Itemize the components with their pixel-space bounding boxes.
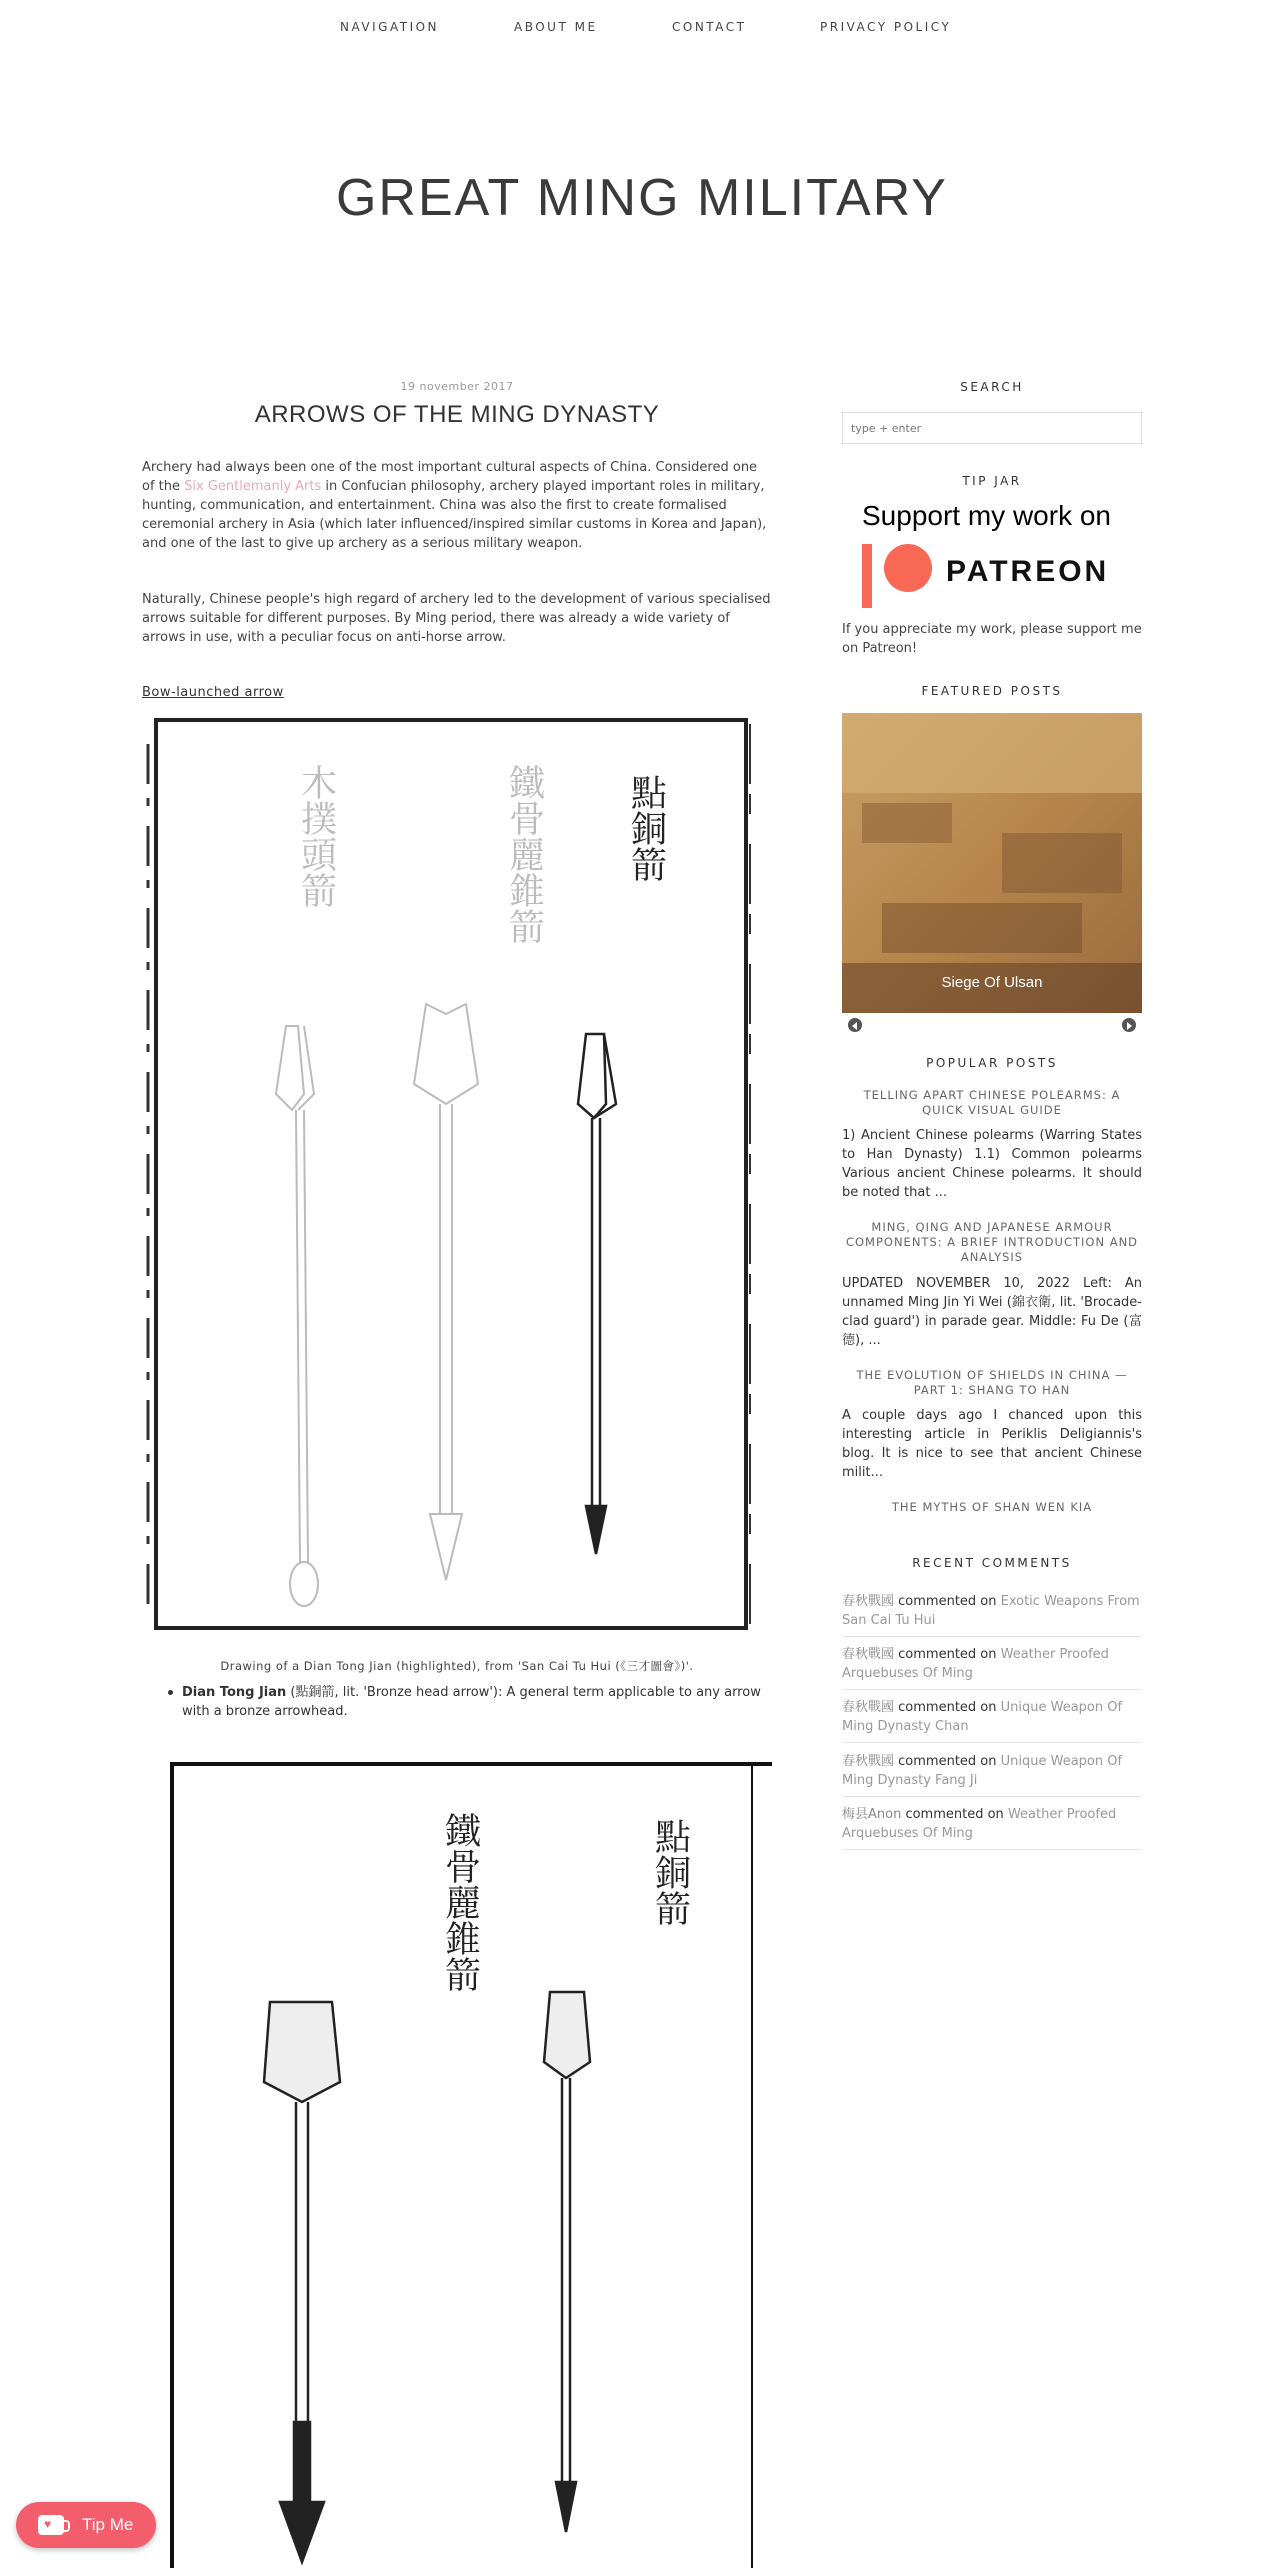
figure1-caption: Drawing of a Dian Tong Jian (highlighted), from 'San Cai Tu Hui (《三才圖會》)'. — [220, 1659, 694, 1673]
post-paragraph-1 — [142, 458, 772, 553]
comment-verb: commented on — [894, 1754, 1001, 1769]
comment-verb: commented on — [894, 1647, 1001, 1662]
recent-comment-item — [842, 1645, 1142, 1690]
recent-comments-title: RECENT COMMENTS — [912, 1556, 1072, 1570]
bullet-description: (點銅箭, lit. 'Bronze head arrow'): A general term applicable to any arrow with a bronze arrowhead. — [182, 1685, 761, 1719]
figure2-label-col1: 點銅箭 — [649, 1818, 691, 1926]
comment-author[interactable]: 梅县Anon — [842, 1807, 902, 1822]
nav-item-contact[interactable]: CONTACT — [672, 20, 747, 34]
popular-posts-title: POPULAR POSTS — [926, 1056, 1058, 1070]
top-navigation — [0, 0, 1284, 56]
patreon-banner[interactable] — [862, 500, 1122, 610]
popular-post-excerpt: UPDATED NOVEMBER 10, 2022 Left: An unnamed Ming Jin Yi Wei (錦衣衛, lit. 'Brocade-clad guard') in parade gear. Middle: Fu De (富德), ... — [842, 1276, 1142, 1348]
comment-author[interactable]: 春秋戰國 — [842, 1754, 895, 1769]
support-text: If you appreciate my work, please support me on Patreon! — [842, 622, 1142, 656]
tip-me-label: Tip Me — [82, 2515, 134, 2534]
recent-comment-item — [842, 1592, 1142, 1637]
paragraph-text: in Confucian philosophy, archery played important roles in military, hunting, communication, and entertainment. China was also the first to create formalised ceremonial archery in Asia (which later influenced/inspired similar customs in Korea and Japan), and one of the last to give up archery as a serious military weapon. — [142, 479, 767, 551]
carousel-next-icon[interactable] — [1122, 1018, 1136, 1032]
search-input[interactable] — [842, 412, 1142, 444]
figure1-label-col3: 木撲頭箭 — [295, 764, 337, 908]
featured-posts-title: FEATURED POSTS — [921, 684, 1063, 698]
comment-verb: commented on — [894, 1700, 1001, 1715]
section-heading-bow-launched-arrow[interactable]: Bow-launched arrow — [142, 685, 284, 700]
comment-post-link[interactable]: Weather Proofed Arquebuses Of Ming — [842, 1807, 1117, 1841]
popular-post-excerpt: 1) Ancient Chinese polearms (Warring States to Han Dynasty) 1.1) Common polearms Various ancient Chinese polearms. It should be noted that ... — [842, 1128, 1142, 1200]
nav-item-privacy-policy[interactable]: PRIVACY POLICY — [820, 20, 952, 34]
six-gentlemanly-arts-link[interactable]: Six Gentlemanly Arts — [184, 479, 322, 494]
post-title[interactable]: ARROWS OF THE MING DYNASTY — [254, 401, 660, 428]
carousel-prev-icon[interactable] — [848, 1018, 862, 1032]
comment-author[interactable]: 春秋戰國 — [842, 1647, 895, 1662]
patreon-wordmark: PATREON — [946, 555, 1110, 588]
post-paragraph-2: Naturally, Chinese people's high regard of archery led to the development of various specialised arrows suitable for different purposes. By Ming period, there was already a wide variety of arrows in use, with a peculiar focus on anti-horse arrow. — [142, 592, 771, 645]
bullet-term: Dian Tong Jian — [182, 1685, 287, 1700]
popular-post-title[interactable]: THE MYTHS OF SHAN WEN KIA — [891, 1500, 1093, 1514]
comment-verb: commented on — [901, 1807, 1008, 1822]
list-item-dian-tong-jian — [182, 1683, 772, 1721]
post-date: 19 november 2017 — [400, 380, 514, 393]
figure2-label-col2: 鐵骨麗錐箭 — [439, 1812, 481, 1992]
popular-post-title[interactable]: MING, QING AND JAPANESE ARMOUR COMPONENTS: A BRIEF INTRODUCTION AND ANALYSIS — [845, 1220, 1139, 1264]
patreon-logo-icon — [862, 544, 934, 610]
figure1-label-col2: 鐵骨麗錐箭 — [503, 764, 545, 944]
comment-author[interactable]: 春秋戰國 — [842, 1594, 895, 1609]
recent-comment-item — [842, 1805, 1142, 1850]
search-widget-title: SEARCH — [960, 380, 1024, 394]
featured-post-image[interactable] — [842, 713, 1142, 1013]
comment-post-link[interactable]: Weather Proofed Arquebuses Of Ming — [842, 1647, 1109, 1681]
sidebar — [842, 380, 1142, 1841]
tip-me-button[interactable] — [16, 2502, 156, 2548]
popular-post-excerpt: A couple days ago I chanced upon this interesting article in Periklis Deligiannis's blog. It is nice to see that ancient Chinese milit... — [842, 1408, 1142, 1480]
nav-item-about-me[interactable]: ABOUT ME — [514, 20, 598, 34]
popular-post-title[interactable]: TELLING APART CHINESE POLEARMS: A QUICK VISUAL GUIDE — [863, 1088, 1121, 1117]
comment-post-link[interactable]: Unique Weapon Of Ming Dynasty Fang Ji — [842, 1754, 1123, 1788]
paragraph-text: Archery had always been one of the most important cultural aspects of China. Considered one of the — [142, 460, 758, 494]
recent-comment-item — [842, 1698, 1142, 1743]
arrow-drawing-figure-2 — [170, 1762, 772, 2568]
tip-jar-title: TIP JAR — [962, 474, 1022, 488]
comment-post-link[interactable]: Unique Weapon Of Ming Dynasty Chan — [842, 1700, 1123, 1734]
featured-post-caption[interactable]: Siege Of Ulsan — [941, 974, 1043, 991]
site-title[interactable]: GREAT MING MILITARY — [335, 169, 948, 227]
comment-author[interactable]: 春秋戰國 — [842, 1700, 895, 1715]
figure1-label-col1: 點銅箭 — [625, 774, 667, 882]
featured-painting-image — [842, 713, 1142, 1013]
popular-post-title[interactable]: THE EVOLUTION OF SHIELDS IN CHINA — PART 1: SHANG TO HAN — [856, 1368, 1128, 1397]
recent-comment-item — [842, 1752, 1142, 1797]
comment-verb: commented on — [894, 1594, 1001, 1609]
nav-item-navigation[interactable]: NAVIGATION — [340, 20, 440, 34]
arrow-drawing-figure-1 — [146, 714, 754, 1638]
patreon-tagline: Support my work on — [862, 500, 1111, 531]
heart-icon: ♥ — [44, 2517, 52, 2531]
post-content — [142, 380, 772, 1992]
comment-post-link[interactable]: Exotic Weapons From San Cai Tu Hui — [842, 1594, 1140, 1628]
